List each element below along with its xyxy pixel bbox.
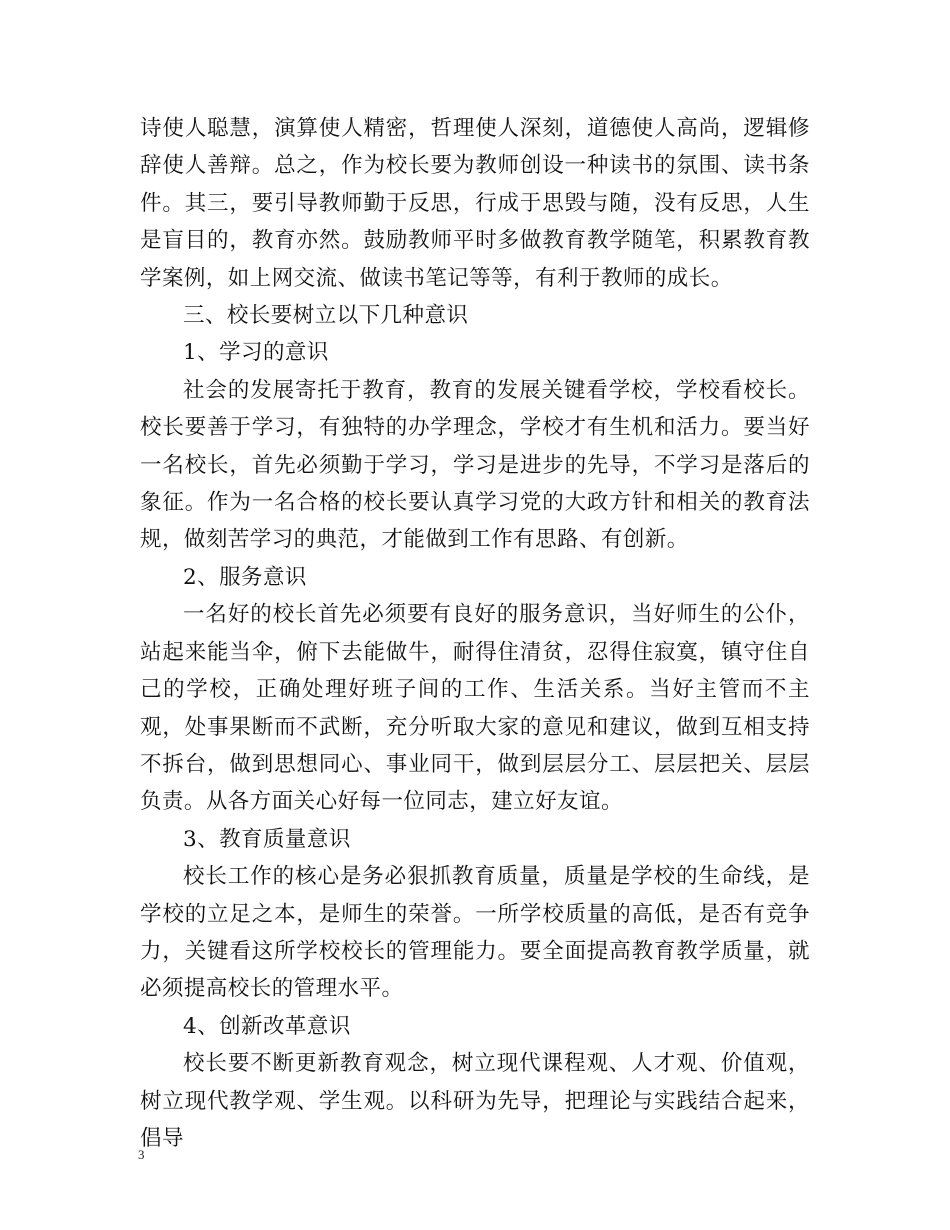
section-heading-3: 三、校长要树立以下几种意识	[183, 303, 469, 329]
paragraph-quality: 校长工作的核心是务必狠抓教育质量，质量是学校的生命线，是学校的立足之本，是师生的荣誉。一所学校质量的高低，是否有竞争力，关键看这所学校校长的管理能力。要全面提高教育教学质量，就必须提高校长的管理水平。	[140, 864, 810, 1002]
subheading-service: 2、服务意识	[183, 564, 307, 590]
paragraph-continued: 诗使人聪慧，演算使人精密，哲理使人深刻，道德使人高尚，逻辑修辞使人善辩。总之，作为校长要为教师创设一种读书的氛围、读书条件。其三，要引导教师勤于反思，行成于思毁与随，没有反思，人生是盲目的，教育亦然。鼓励教师平时多做教育教学随笔，积累教育教学案例，如上网交流、做读书笔记等等，有利于教师的成长。	[140, 116, 810, 291]
document-body	[140, 110, 810, 1157]
subheading-quality: 3、教育质量意识	[183, 826, 351, 852]
paragraph-service: 一名好的校长首先必须要有良好的服务意识，当好师生的公仆，站起来能当伞，俯下去能做牛，耐得住清贫，忍得住寂寞，镇守住自己的学校，正确处理好班子间的工作、生活关系。当好主管而不主观，处事果断而不武断，充分听取大家的意见和建议，做到互相支持不拆台，做到思想同心、事业同干，做到层层分工、层层把关、层层负责。从各方面关心好每一位同志，建立好友谊。	[140, 602, 810, 815]
subheading-learning: 1、学习的意识	[183, 340, 329, 366]
page-number: 3	[138, 1147, 145, 1162]
subheading-innovation: 4、创新改革意识	[183, 1013, 351, 1039]
paragraph-innovation: 校长要不断更新教育观念，树立现代课程观、人才观、价值观，树立现代教学观、学生观。以科研为先导，把理论与实践结合起来，倡导	[140, 1051, 810, 1151]
paragraph-learning: 社会的发展寄托于教育，教育的发展关键看学校，学校看校长。校长要善于学习，有独特的办学理念，学校才有生机和活力。要当好一名校长，首先必须勤于学习，学习是进步的先导，不学习是落后的象征。作为一名合格的校长要认真学习党的大政方针和相关的教育法规，做刻苦学习的典范，才能做到工作有思路、有创新。	[140, 377, 810, 553]
